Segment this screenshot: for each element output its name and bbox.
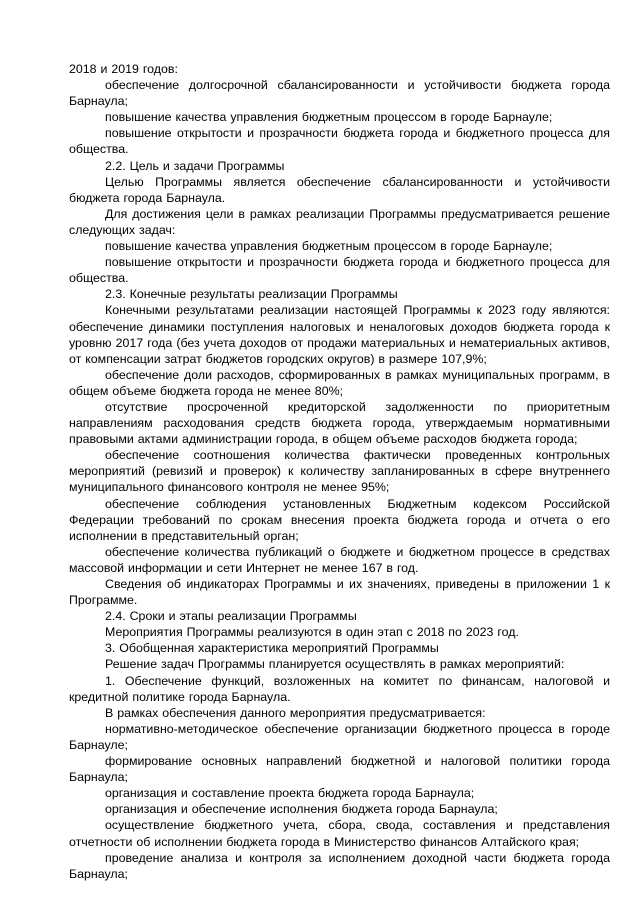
paragraph: обеспечение соотношения количества фактически проведенных контрольных мероприятий (ревизий и проверок) к количеству запланированных в сфере внутреннего муниципального финансового контроля не менее 95%; (69, 448, 610, 495)
paragraph: обеспечение долгосрочной сбалансированности и устойчивости бюджета города Барнаула; (69, 78, 610, 109)
paragraph: 2018 и 2019 годов: (69, 62, 178, 76)
paragraph: организация и составление проекта бюджета города Барнаула; (105, 786, 475, 801)
paragraph: Решение задач Программы планируется осуществлять в рамках мероприятий: (105, 657, 565, 672)
paragraph: обеспечение доли расходов, сформированных в рамках муниципальных программ, в общем объеме бюджета города не менее 80%; (69, 367, 610, 398)
paragraph: Для достижения цели в рамках реализации Программы предусматривается решение следующих задач: (69, 206, 610, 237)
paragraph: Целью Программы является обеспечение сбалансированности и устойчивости бюджета города Барнаула. (69, 174, 610, 205)
paragraph: 1. Обеспечение функций, возложенных на комитет по финансам, налоговой и кредитной политике города Барнаула. (69, 673, 610, 704)
paragraph: организация и обеспечение исполнения бюджета города Барнаула; (105, 802, 498, 817)
paragraph: проведение анализа и контроля за исполнением доходной части бюджета города Барнаула; (69, 850, 610, 881)
paragraph: Сведения об индикаторах Программы и их значениях, приведены в приложении 1 к Программе. (69, 577, 610, 608)
paragraph: Мероприятия Программы реализуются в один этап с 2018 по 2023 год. (105, 625, 519, 640)
section-heading: 3. Обобщенная характеристика мероприятий Программы (105, 641, 439, 656)
paragraph: В рамках обеспечения данного мероприятия предусматривается: (105, 705, 486, 720)
section-heading: 2.2. Цель и задачи Программы (105, 158, 285, 173)
section-heading: 2.3. Конечные результаты реализации Программы (105, 287, 398, 302)
paragraph: обеспечение соблюдения установленных Бюджетным кодексом Российской Федерации требований по срокам внесения проекта бюджета города и отчета о его исполнении в представительный орган; (69, 496, 610, 543)
paragraph: нормативно-методическое обеспечение организации бюджетного процесса в городе Барнауле; (69, 721, 610, 752)
paragraph: повышение качества управления бюджетным процессом в городе Барнауле; (105, 110, 553, 125)
paragraph: повышение качества управления бюджетным процессом в городе Барнауле; (105, 239, 553, 254)
paragraph: повышение открытости и прозрачности бюджета города и бюджетного процесса для общества. (69, 126, 610, 157)
paragraph: отсутствие просроченной кредиторской задолженности по приоритетным направлениям расходования средств бюджета города, утверждаемым нормативными правовыми актами администрации города, в общем объеме расходов бюджета города; (69, 399, 610, 447)
paragraph: формирование основных направлений бюджетной и налоговой политики города Барнаула; (69, 754, 610, 785)
paragraph: повышение открытости и прозрачности бюджета города и бюджетного процесса для общества. (69, 255, 610, 286)
section-heading: 2.4. Сроки и этапы реализации Программы (105, 609, 357, 624)
paragraph: обеспечение количества публикаций о бюджете и бюджетном процессе в средствах массовой информации и сети Интернет не менее 167 в год. (69, 544, 610, 575)
paragraph: осуществление бюджетного учета, сбора, свода, составления и представления отчетности об исполнении бюджета города в Министерство финансов Алтайского края; (69, 818, 610, 849)
paragraph: Конечными результатами реализации настоящей Программы к 2023 году являются: обеспечение динамики поступления налоговых и неналоговых доходов бюджета города к уровню 2017 года (без учета доходов от продажи материальных и нематериальных активов, от компенсации затрат бюджетов городских округов) в размере 107,9%; (69, 303, 610, 366)
